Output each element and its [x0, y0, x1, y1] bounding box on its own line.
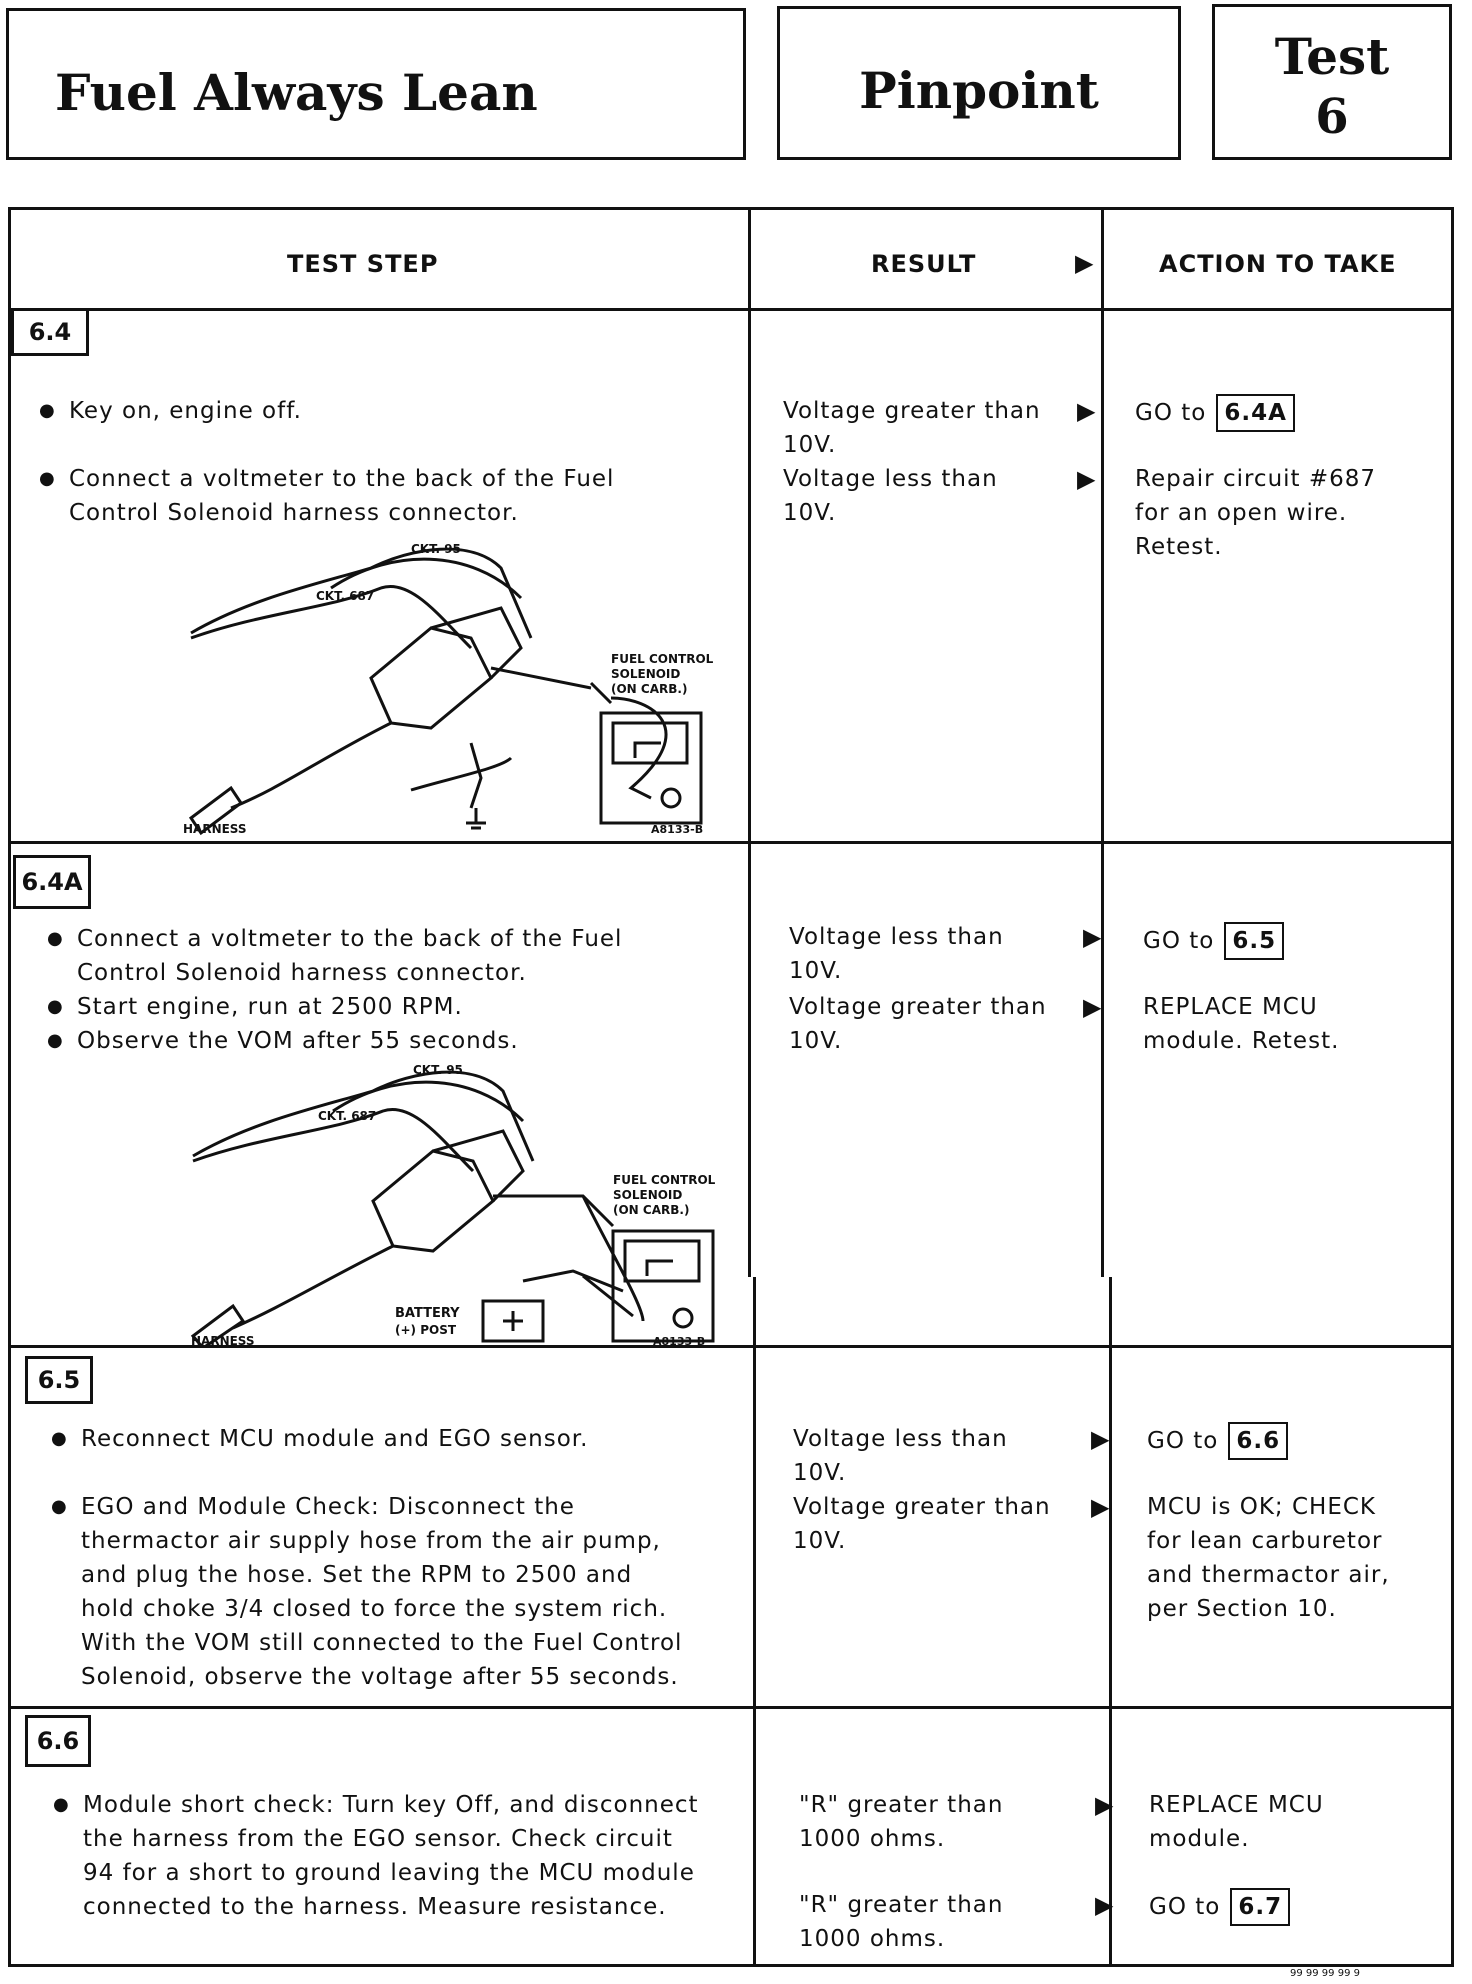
- result-text: Voltage less than 10V.: [783, 466, 998, 526]
- result-text: "R" greater than 1000 ohms.: [799, 1892, 1004, 1952]
- test-label: Test: [1274, 27, 1390, 86]
- ckt95-label: CKT. 95: [413, 1063, 463, 1077]
- step-id-6-5: 6.5: [25, 1356, 93, 1404]
- action-text: REPLACE MCU module. Retest.: [1143, 994, 1340, 1054]
- arrow-icon: ▶: [1095, 1891, 1114, 1919]
- step-id-6-4a: 6.4A: [13, 855, 91, 909]
- header-result: RESULT: [871, 250, 977, 278]
- result-text: "R" greater than 1000 ohms.: [799, 1792, 1004, 1852]
- goto-ref-6-4a[interactable]: 6.4A: [1216, 394, 1295, 432]
- pinpoint-label: Pinpoint: [859, 61, 1099, 120]
- figure-code: A8133-B: [653, 1335, 706, 1346]
- step-bullet: ● Connect a voltmeter to the back of the Fuel Control Solenoid harness connector.: [69, 462, 614, 530]
- row-divider: [11, 841, 1451, 844]
- row-divider: [11, 308, 1451, 311]
- solenoid-label-3: (ON CARB.): [611, 682, 688, 696]
- step-bullet: ● Observe the VOM after 55 seconds.: [77, 1024, 519, 1058]
- solenoid-label-2: SOLENOID: [613, 1188, 683, 1202]
- action-text: REPLACE MCU module.: [1149, 1792, 1324, 1852]
- row-divider: [11, 1706, 1451, 1709]
- result-text: Voltage greater than 10V.: [783, 398, 1041, 458]
- action-goto: GO to 6.6: [1147, 1422, 1288, 1460]
- result-text: Voltage less than 10V.: [793, 1426, 1008, 1486]
- arrow-icon: ▶: [1083, 993, 1102, 1021]
- pinpoint-box: [777, 6, 1181, 160]
- arrow-icon: ▶: [1091, 1425, 1110, 1453]
- battery-label-2: (+) POST: [395, 1323, 457, 1337]
- ckt687-label: CKT. 687: [318, 1109, 377, 1123]
- test-table: [8, 207, 1454, 1967]
- arrow-icon: ▶: [1095, 1791, 1114, 1819]
- step-bullet: ● EGO and Module Check: Disconnect the thermactor air supply hose from the air pump, and plug the hose. Set the RPM to 2500 and hold choke 3/4 closed to force the system rich. With the VOM still connected to the Fuel Control Solenoid, observe the voltage after 55 seconds.: [81, 1490, 682, 1694]
- action-text: Repair circuit #687 for an open wire. Retest.: [1135, 466, 1377, 560]
- header-test-step: TEST STEP: [287, 250, 439, 278]
- step-bullet: ● Reconnect MCU module and EGO sensor.: [81, 1422, 588, 1456]
- test-number: 6: [1315, 89, 1349, 145]
- solenoid-label-2: SOLENOID: [611, 667, 681, 681]
- page-title: Fuel Always Lean: [55, 63, 538, 122]
- result-text: Voltage greater than 10V.: [793, 1494, 1051, 1554]
- figure-code: A8133-B: [651, 823, 704, 836]
- goto-ref-6-6[interactable]: 6.6: [1228, 1422, 1288, 1460]
- voltmeter-diagram-6-4: [171, 528, 731, 838]
- solenoid-label-1: FUEL CONTROL: [613, 1173, 716, 1187]
- arrow-icon: ▶: [1077, 465, 1096, 493]
- column-divider: [748, 210, 751, 1277]
- solenoid-label-1: FUEL CONTROL: [611, 652, 714, 666]
- test-number-box: [1212, 4, 1452, 160]
- footer-code: 99 99 99 99 9: [1290, 1968, 1360, 1979]
- harness-label: HARNESS: [183, 822, 247, 836]
- goto-ref-6-5[interactable]: 6.5: [1224, 922, 1284, 960]
- arrow-icon: ▶: [1083, 923, 1102, 951]
- step-bullet: ● Connect a voltmeter to the back of the Fuel Control Solenoid harness connector.: [77, 922, 622, 990]
- title-box: [6, 8, 746, 160]
- column-divider: [753, 1277, 756, 1967]
- step-id-6-6: 6.6: [25, 1715, 91, 1767]
- ckt95-label: CKT. 95: [411, 542, 461, 556]
- arrow-icon: ▶: [1077, 397, 1096, 425]
- solenoid-label-3: (ON CARB.): [613, 1203, 690, 1217]
- result-text: Voltage greater than 10V.: [789, 994, 1047, 1054]
- step-bullet: ● Module short check: Turn key Off, and disconnect the harness from the EGO sensor. Check circuit 94 for a short to ground leaving the MCU module connected to the harness. Measure resistance.: [83, 1788, 699, 1924]
- action-goto: GO to 6.5: [1143, 922, 1284, 960]
- step-bullet: ● Start engine, run at 2500 RPM.: [77, 990, 463, 1024]
- column-divider: [1109, 1277, 1112, 1967]
- action-text: MCU is OK; CHECK for lean carburetor and thermactor air, per Section 10.: [1147, 1494, 1390, 1622]
- battery-label-1: BATTERY: [395, 1306, 460, 1321]
- step-bullet: ● Key on, engine off.: [69, 394, 302, 428]
- voltmeter-diagram-6-4a: [173, 1056, 733, 1346]
- column-divider: [1101, 210, 1104, 1277]
- action-goto: GO to 6.7: [1149, 1888, 1290, 1926]
- result-text: Voltage less than 10V.: [789, 924, 1004, 984]
- arrow-icon: ▶: [1091, 1493, 1110, 1521]
- header-action: ACTION TO TAKE: [1159, 250, 1397, 278]
- goto-ref-6-7[interactable]: 6.7: [1230, 1888, 1290, 1926]
- step-id-6-4: 6.4: [11, 308, 89, 356]
- arrow-icon: ▶: [1075, 249, 1094, 277]
- harness-label: HARNESS: [191, 1334, 255, 1346]
- action-goto: GO to 6.4A: [1135, 394, 1295, 432]
- ckt687-label: CKT. 687: [316, 589, 375, 603]
